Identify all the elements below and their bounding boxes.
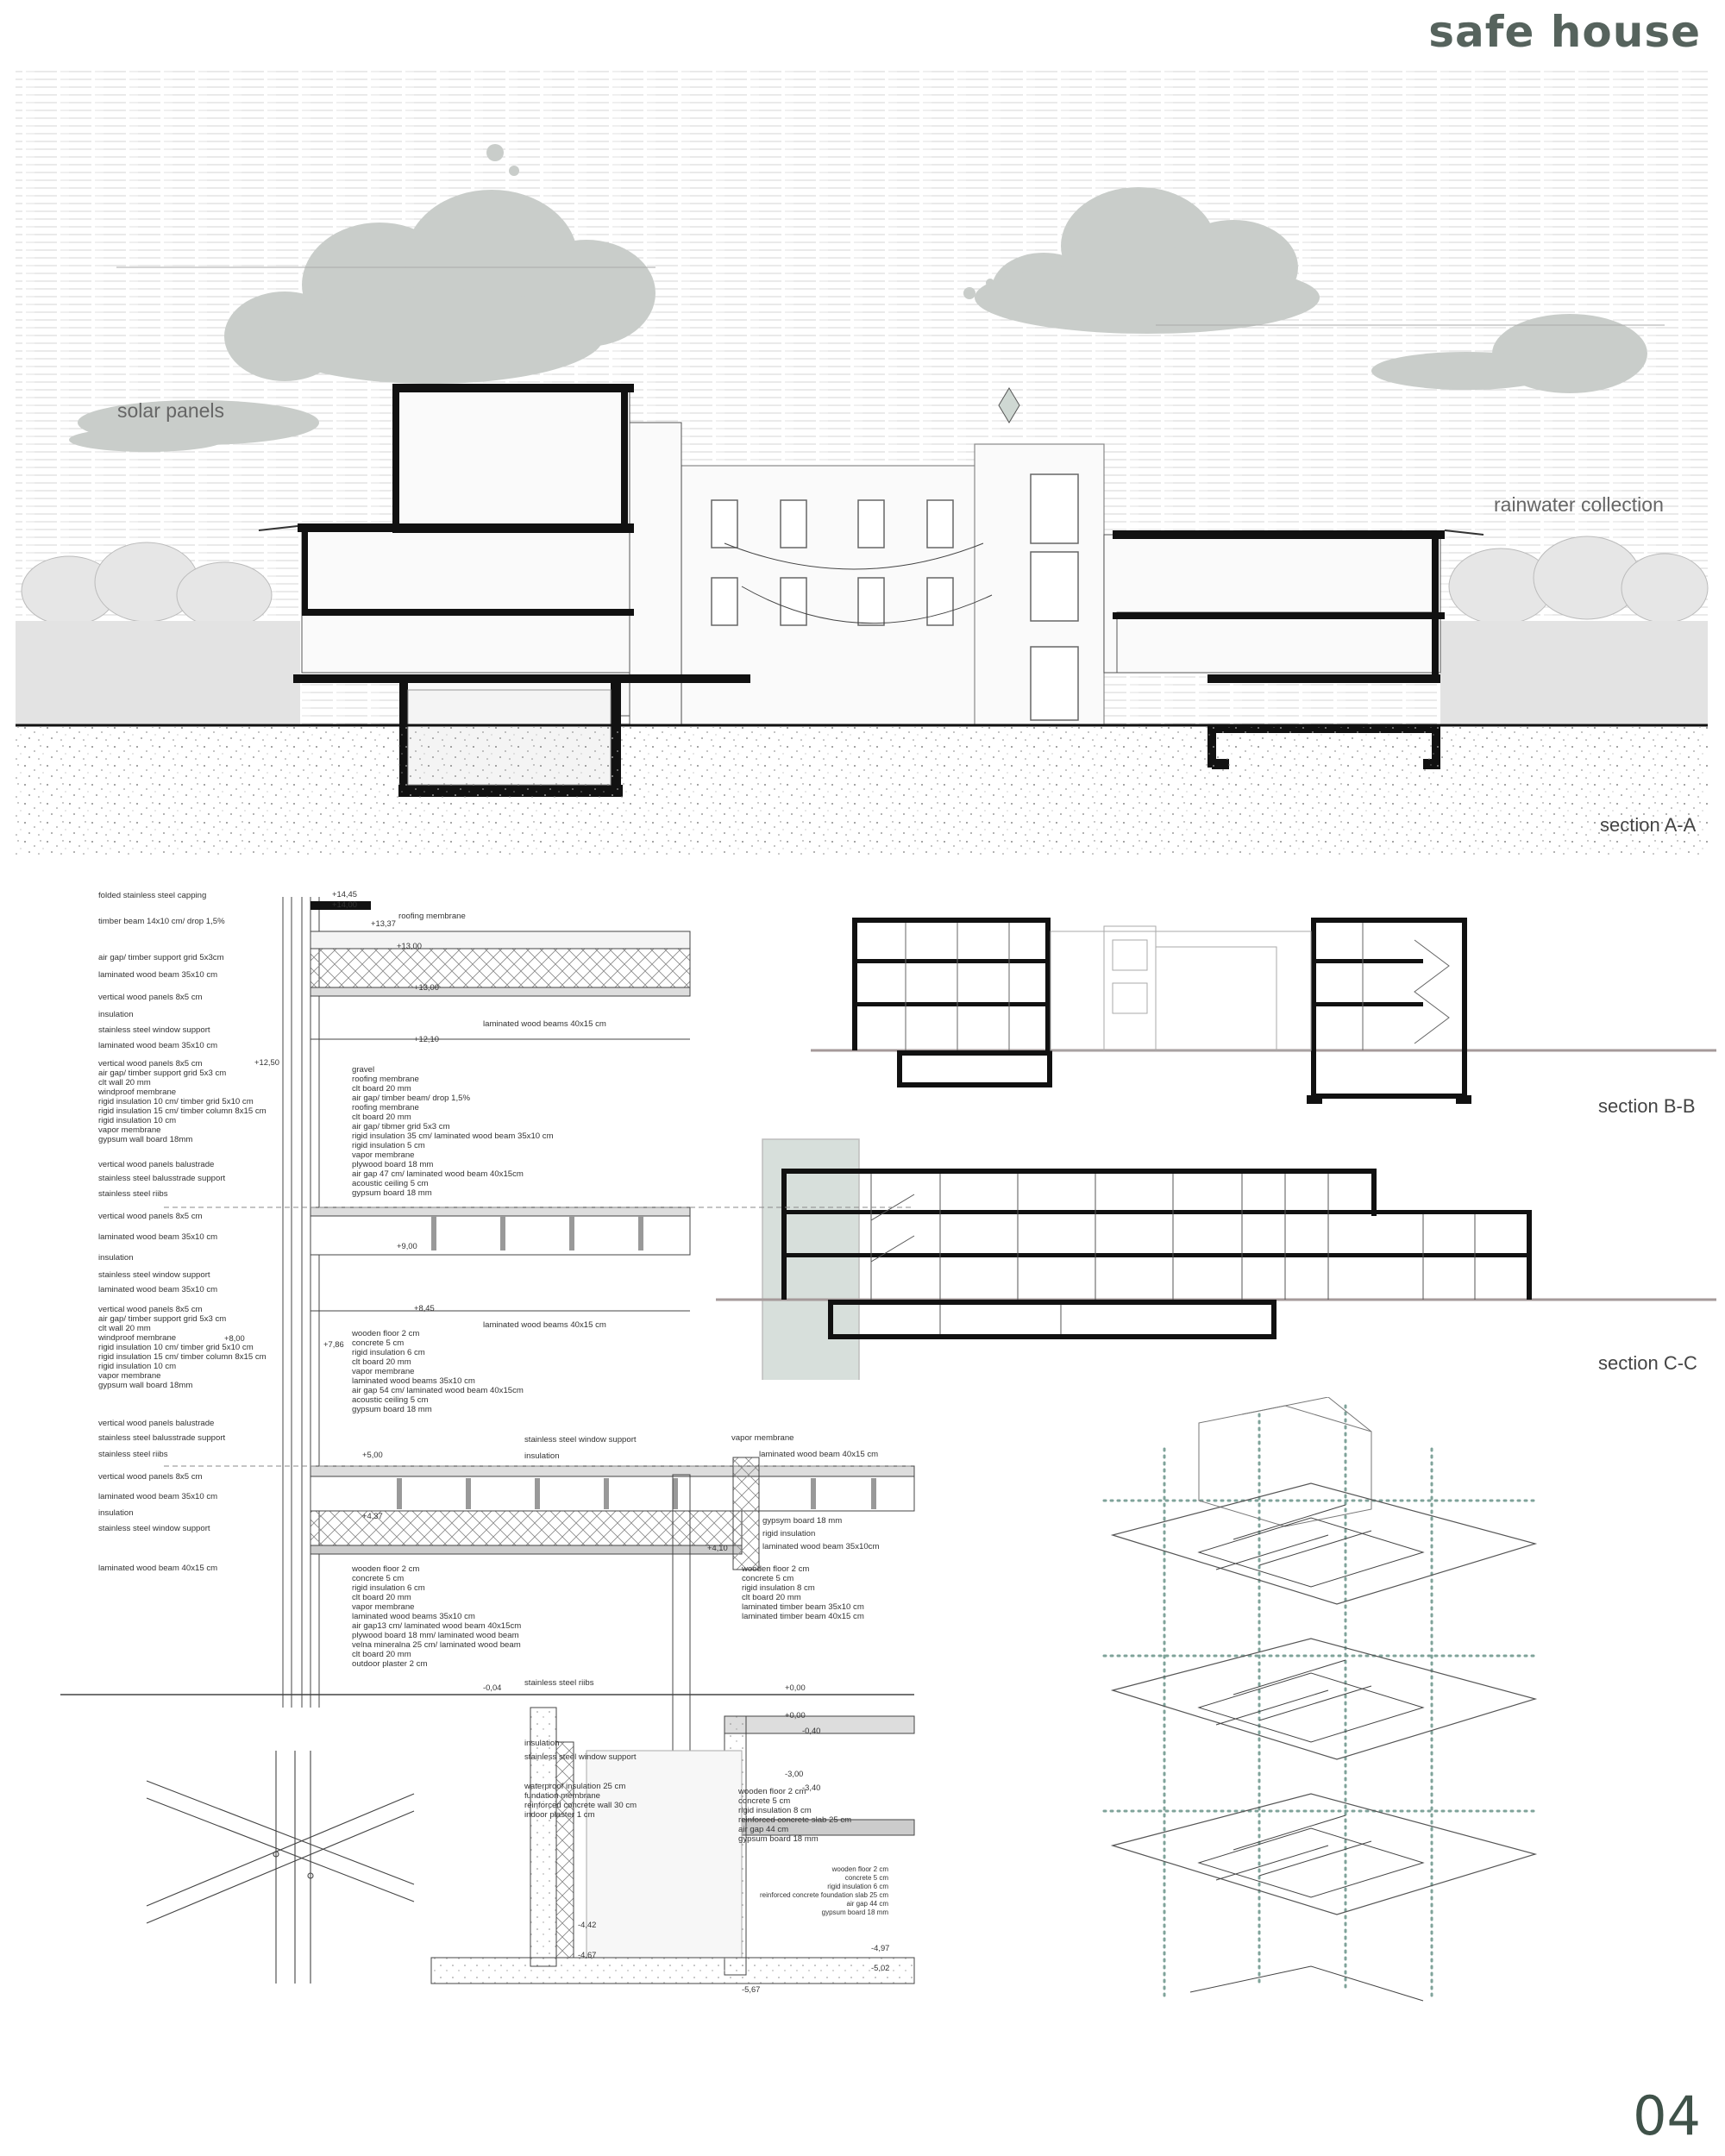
layer-label: vapor membrane <box>352 1602 415 1612</box>
detail-label: folded stainless steel capping <box>98 891 207 900</box>
detail-label: insulation <box>98 1010 134 1019</box>
layer-label: gypsum board 18 mm <box>821 1908 888 1916</box>
detail-label: stainless steel riibs <box>98 1450 168 1459</box>
detail-label: laminated wood beam 35x10 cm <box>98 1285 218 1294</box>
layer-label: wooden floor 2 cm <box>742 1564 810 1574</box>
layer-label: gravel <box>352 1065 375 1075</box>
layer-label: roofing membrane <box>352 1103 419 1112</box>
detail-label: stainless steel balusstrade support <box>98 1433 226 1443</box>
elev-mark: +0,00 <box>785 1710 806 1720</box>
detail-label: clt wall 20 mm <box>98 1078 151 1087</box>
elev-mark: +13,00 <box>414 982 439 992</box>
detail-label: rigid insulation 10 cm <box>98 1116 177 1125</box>
elev-mark: -0,40 <box>802 1726 821 1735</box>
layer-label: plywood board 18 mm/ laminated wood beam <box>352 1631 519 1640</box>
layer-label: clt board 20 mm <box>352 1084 411 1094</box>
detail-label: vertical wood panels 8x5 cm <box>98 1212 203 1221</box>
timber-joint-sketch <box>147 1751 414 1984</box>
layer-label: concrete 5 cm <box>352 1574 405 1583</box>
detail-label: laminated wood beam 35x10 cm <box>98 1232 218 1242</box>
elev-mark: -3,40 <box>802 1783 821 1792</box>
elev-mark: +13,37 <box>371 918 396 928</box>
layer-label: concrete 5 cm <box>738 1796 791 1806</box>
section-bb-drawing <box>811 906 1716 1121</box>
roof-beam-label: laminated wood beams 40x15 cm <box>483 1019 606 1029</box>
layer-label: indoor plaster 1 cm <box>524 1810 595 1820</box>
detail-label: clt wall 20 mm <box>98 1324 151 1333</box>
ribs-label: stainless steel riibs <box>524 1678 594 1688</box>
detail-label: insulation <box>98 1508 134 1518</box>
detail-label: vertical wood panels balustrade <box>98 1160 215 1169</box>
detail-label: stainless steel window support <box>98 1524 210 1533</box>
elev-mark: +4,37 <box>362 1511 383 1520</box>
layer-label: vapor membrane <box>352 1150 415 1160</box>
detail-label: rigid insulation 15 cm/ timber column 8x15 cm <box>98 1352 267 1362</box>
detail-label: vapor membrane <box>98 1371 161 1381</box>
detail-label: air gap/ timber support grid 5x3cm <box>98 953 224 962</box>
detail-label: vapor membrane <box>98 1125 161 1135</box>
layer-label: air gap/ tibmer grid 5x3 cm <box>352 1122 450 1131</box>
elev-mark: -5,67 <box>742 1984 761 1994</box>
layer-label: waterproof insulation 25 cm <box>524 1782 626 1791</box>
section-bb-label: section B-B <box>1598 1095 1696 1117</box>
elev-mark: +14,00 <box>332 899 357 909</box>
layer-label: wooden floor 2 cm <box>352 1329 420 1338</box>
detail-label: laminated wood beam 35x10 cm <box>98 1492 218 1501</box>
layer-label: air gap/ timber beam/ drop 1,5% <box>352 1094 471 1103</box>
detail-label: windproof membrane <box>98 1333 177 1343</box>
callout-solar-panels: solar panels <box>117 399 225 422</box>
detail-label: rigid insulation 10 cm/ timber grid 5x10 cm <box>98 1097 254 1106</box>
layer-label: wooden floor 2 cm <box>831 1865 888 1873</box>
section-aa-drawing <box>0 60 1725 862</box>
layer-label: rigid insulation 35 cm/ laminated wood beam 35x10 cm <box>352 1131 554 1141</box>
detail-label: stainless steel window support <box>98 1270 210 1280</box>
window-support-label: stainless steel window support <box>524 1435 637 1445</box>
layer-label: reinforced concrete wall 30 cm <box>524 1801 637 1810</box>
page-title: safe house <box>1428 7 1701 57</box>
elev-mark: +8,00 <box>224 1333 245 1343</box>
detail-label: vertical wood panels 8x5 cm <box>98 1059 203 1069</box>
layer-label: fundation membrane <box>524 1791 600 1801</box>
layer-label: air gap 54 cm/ laminated wood beam 40x15cm <box>352 1386 524 1395</box>
elev-mark: +12,50 <box>254 1057 279 1067</box>
layer-label: rigid insulation 6 cm <box>352 1583 425 1593</box>
insulation-label: insulation <box>524 1451 560 1461</box>
elev-mark: -5,02 <box>871 1963 890 1972</box>
layer-label: clt board 20 mm <box>352 1357 411 1367</box>
layer-label: clt board 20 mm <box>742 1593 801 1602</box>
beam-35-label: laminated wood beam 35x10cm <box>762 1542 880 1551</box>
layer-label: rigid insulation 8 cm <box>742 1583 815 1593</box>
layer-label: laminated timber beam 35x10 cm <box>742 1602 864 1612</box>
layer-label: clt board 20 mm <box>352 1112 411 1122</box>
elev-mark: +12,10 <box>414 1034 439 1044</box>
layer-label: laminated wood beams 35x10 cm <box>352 1376 475 1386</box>
layer-label: clt board 20 mm <box>352 1593 411 1602</box>
elev-mark: -3,00 <box>785 1769 804 1778</box>
layer-label: acoustic ceiling 5 cm <box>352 1395 429 1405</box>
layer-label: concrete 5 cm <box>844 1874 888 1882</box>
detail-label: gypsum wall board 18mm <box>98 1381 193 1390</box>
layer-label: plywood board 18 mm <box>352 1160 434 1169</box>
layer-label: velna mineralna 25 cm/ laminated wood beam <box>352 1640 521 1650</box>
layer-label: gypsum board 18 mm <box>352 1405 432 1414</box>
elev-mark: +7,86 <box>323 1339 344 1349</box>
layer-label: gypsum board 18 mm <box>738 1834 819 1844</box>
detail-label: laminated wood beam 35x10 cm <box>98 970 218 980</box>
beam-40-label: laminated wood beam 40x15 cm <box>759 1450 879 1459</box>
layer-label: rigid insulation 8 cm <box>738 1806 812 1815</box>
layer-label: gypsum board 18 mm <box>352 1188 432 1198</box>
detail-label: vertical wood panels 8x5 cm <box>98 1305 203 1314</box>
layer-label: air gap 47 cm/ laminated wood beam 40x15cm <box>352 1169 524 1179</box>
detail-label: vertical wood panels balustrade <box>98 1419 215 1428</box>
detail-label: stainless steel balusstrade support <box>98 1174 226 1183</box>
elev-mark: +9,00 <box>397 1241 417 1250</box>
exploded-axonometric <box>1087 1397 1570 2018</box>
layer-label: outdoor plaster 2 cm <box>352 1659 428 1669</box>
detail-label: rigid insulation 15 cm/ timber column 8x15 cm <box>98 1106 267 1116</box>
detail-label: stainless steel riibs <box>98 1189 168 1199</box>
detail-label: air gap/ timber support grid 5x3 cm <box>98 1069 227 1078</box>
layer-label: wooden floor 2 cm <box>738 1787 806 1796</box>
roofing-membrane-label: roofing membrane <box>398 912 466 921</box>
detail-label: air gap/ timber support grid 5x3 cm <box>98 1314 227 1324</box>
elev-mark: +8,45 <box>414 1303 435 1313</box>
floor-beam-label: laminated wood beams 40x15 cm <box>483 1320 606 1330</box>
layer-label: rigid insulation 5 cm <box>352 1141 425 1150</box>
right-building <box>1104 535 1440 673</box>
layer-label: acoustic ceiling 5 cm <box>352 1179 429 1188</box>
detail-label: gypsum wall board 18mm <box>98 1135 193 1144</box>
foundation-window-support-label: stainless steel window support <box>524 1752 637 1762</box>
layer-label: roofing membrane <box>352 1075 419 1084</box>
detail-label: vertical wood panels 8x5 cm <box>98 1472 203 1482</box>
elev-mark: -4,97 <box>871 1943 890 1952</box>
layer-label: concrete 5 cm <box>742 1574 794 1583</box>
section-aa-label: section A-A <box>1600 814 1697 836</box>
detail-label: vertical wood panels 8x5 cm <box>98 993 203 1002</box>
elev-mark: +13,00 <box>397 941 422 950</box>
layer-label: rigid insulation 6 cm <box>352 1348 425 1357</box>
layer-label: wooden floor 2 cm <box>352 1564 420 1574</box>
layer-label: reinforced concrete foundation slab 25 cm <box>760 1891 888 1899</box>
layer-label: reinforced concrete slab 25 cm <box>738 1815 852 1825</box>
gypsum-label: gypsym board 18 mm <box>762 1516 843 1526</box>
layer-label: air gap 44 cm <box>846 1900 888 1908</box>
elev-mark: +14,45 <box>332 889 357 899</box>
detail-label: laminated wood beam 40x15 cm <box>98 1564 218 1573</box>
layer-label: laminated timber beam 40x15 cm <box>742 1612 864 1621</box>
detail-label: insulation <box>98 1253 134 1263</box>
layer-label: concrete 5 cm <box>352 1338 405 1348</box>
elev-mark: -0,04 <box>483 1683 502 1692</box>
detail-label: timber beam 14x10 cm/ drop 1,5% <box>98 917 225 926</box>
layer-label: laminated wood beams 35x10 cm <box>352 1612 475 1621</box>
layer-label: air gap 44 cm <box>738 1825 789 1834</box>
layer-label: vapor membrane <box>352 1367 415 1376</box>
elev-mark: +5,00 <box>362 1450 383 1459</box>
detail-label: windproof membrane <box>98 1087 177 1097</box>
detail-label: rigid insulation 10 cm/ timber grid 5x10 cm <box>98 1343 254 1352</box>
vapor-membrane-label: vapor membrane <box>731 1433 794 1443</box>
callout-rainwater-collection: rainwater collection <box>1494 493 1664 516</box>
section-cc-label: section C-C <box>1598 1352 1697 1374</box>
layer-label: air gap13 cm/ laminated wood beam 40x15cm <box>352 1621 522 1631</box>
detail-label: rigid insulation 10 cm <box>98 1362 177 1371</box>
layer-label: clt board 20 mm <box>352 1650 411 1659</box>
foundation-insulation-label: insulation <box>524 1739 560 1748</box>
detail-label: stainless steel window support <box>98 1025 210 1035</box>
elev-mark: +0,00 <box>785 1683 806 1692</box>
elev-mark: -4,67 <box>578 1950 597 1959</box>
rigid-insulation-label: rigid insulation <box>762 1529 816 1539</box>
elev-mark: -4,42 <box>578 1920 597 1929</box>
elev-mark: +4,10 <box>707 1543 728 1552</box>
detail-label: laminated wood beam 35x10 cm <box>98 1041 218 1050</box>
page-number: 04 <box>1633 2084 1701 2147</box>
layer-label: rigid insulation 6 cm <box>827 1883 888 1890</box>
